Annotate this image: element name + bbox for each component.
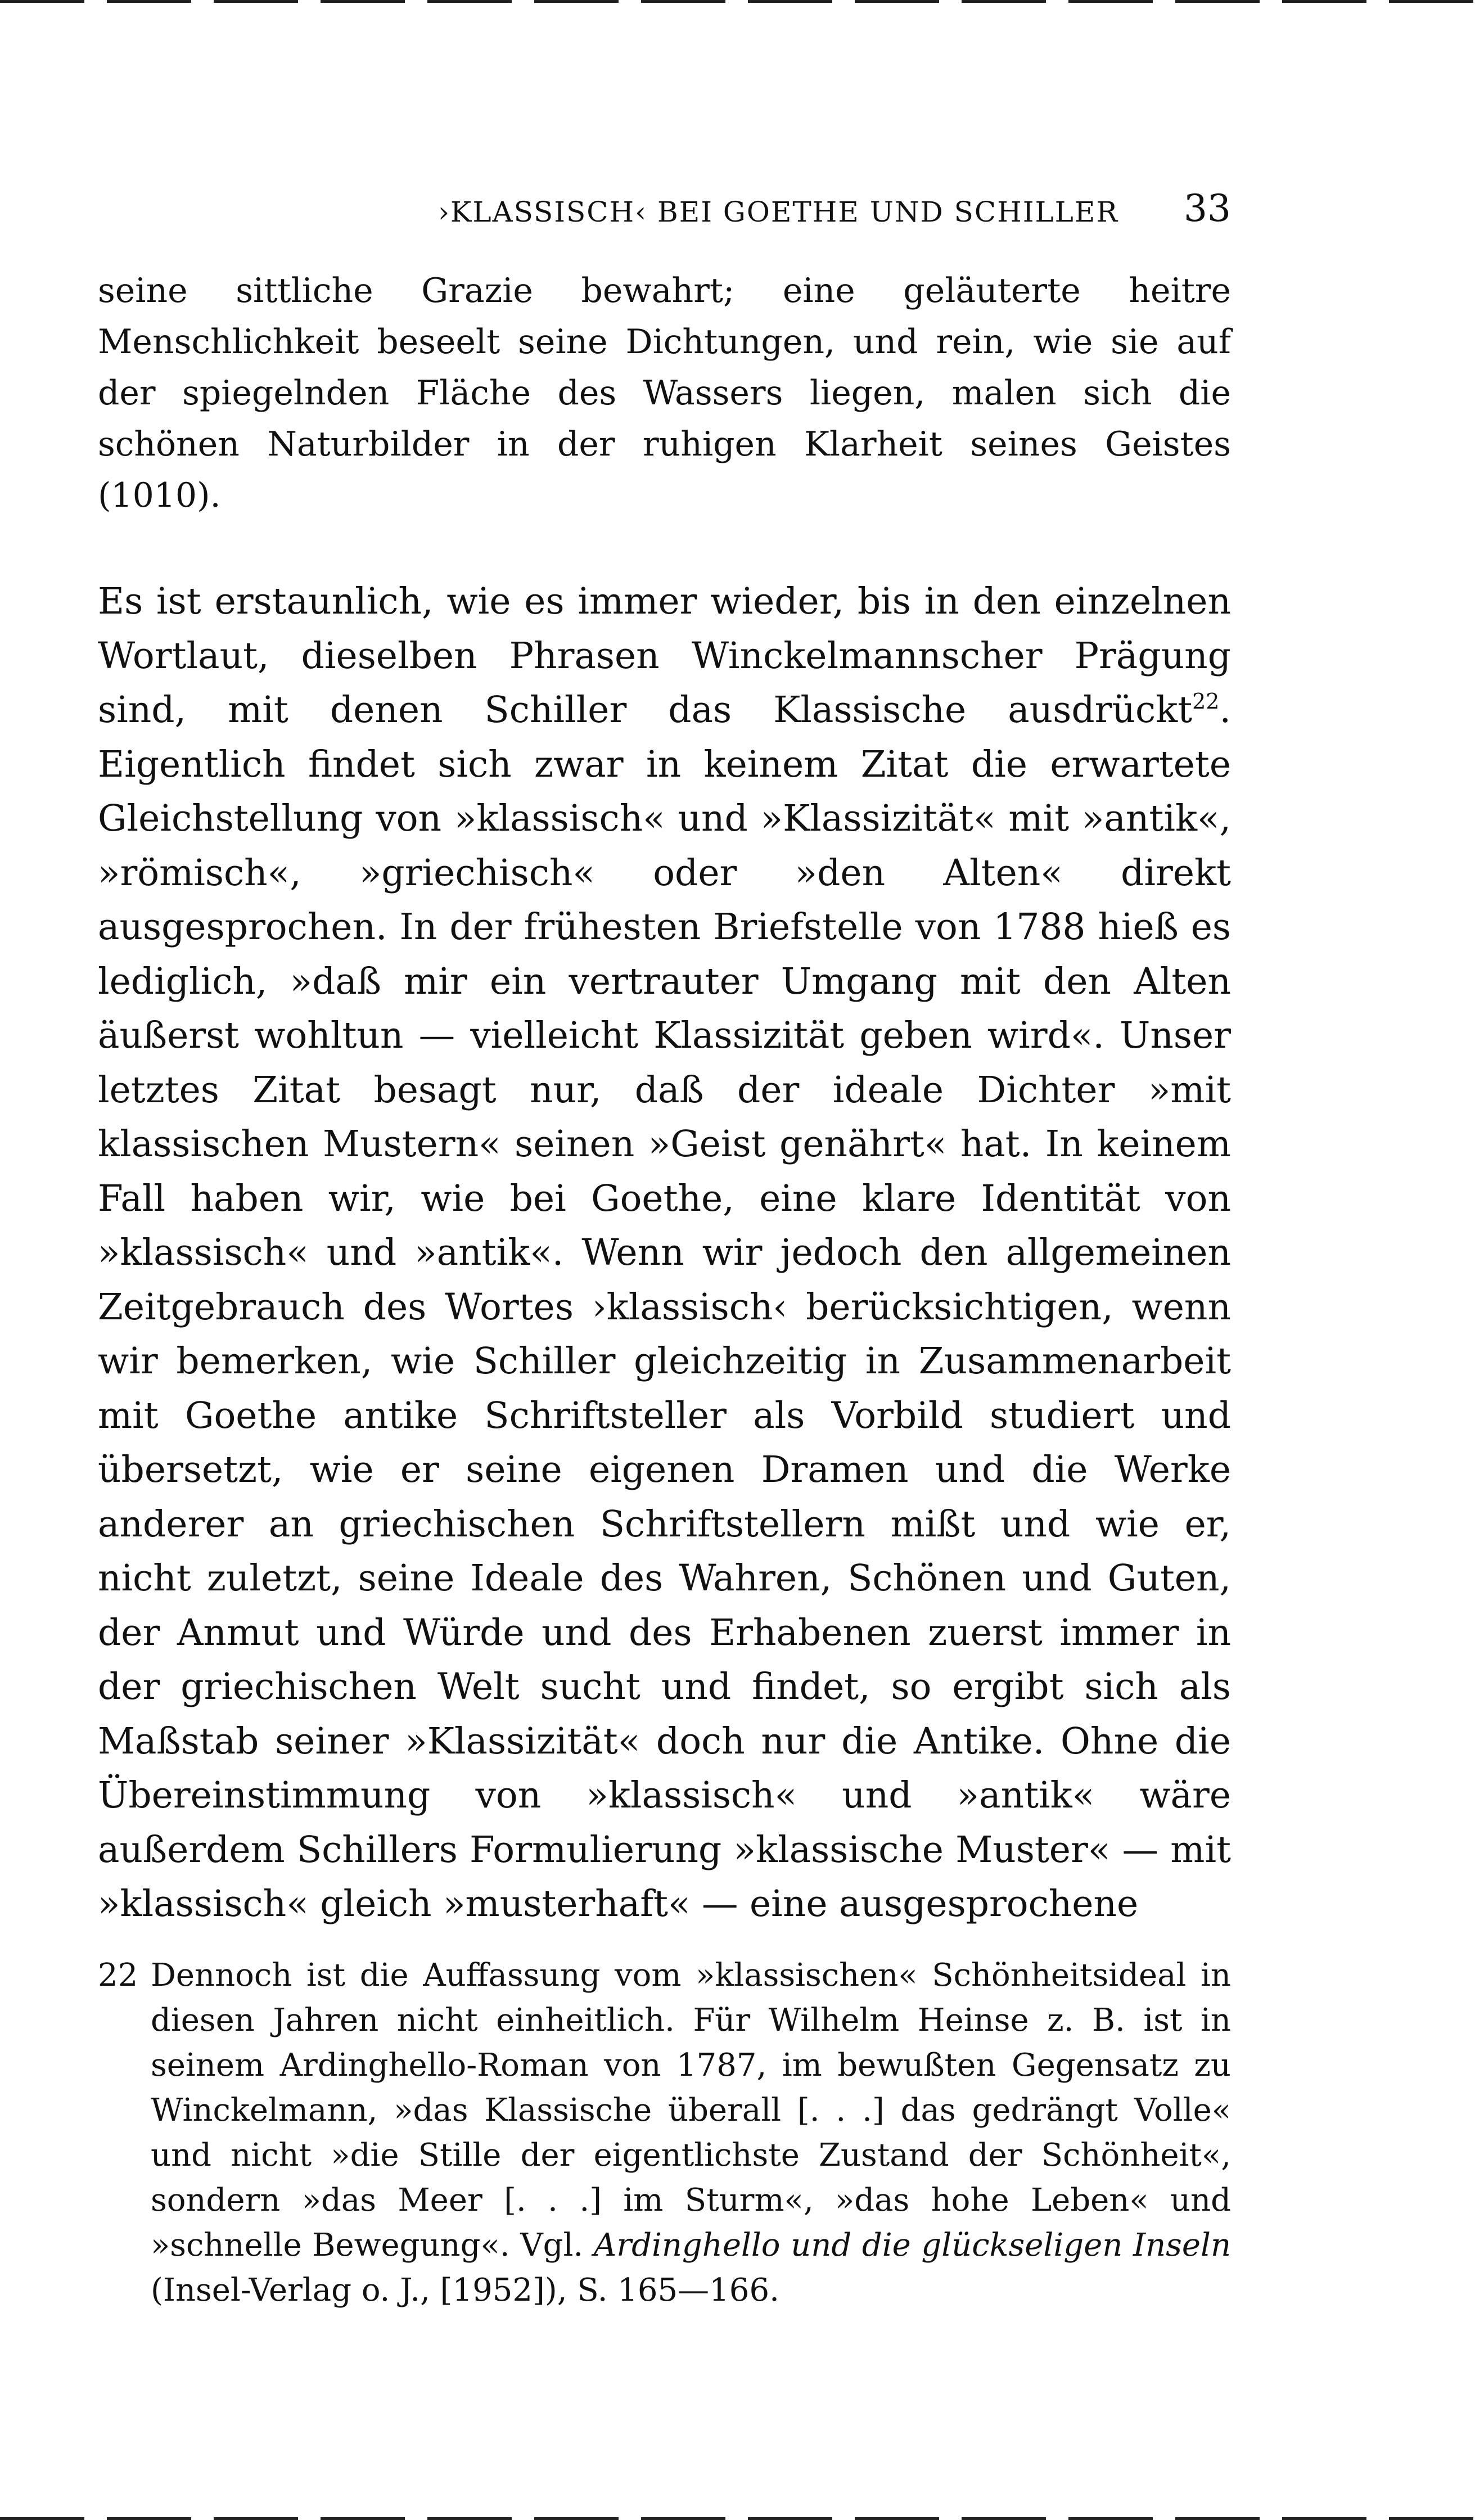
page-number: 33: [1184, 187, 1231, 230]
running-title: ›KLASSISCH‹ BEI GOETHE UND SCHILLER: [438, 196, 1118, 228]
footnote-book-title: Ardinghello und die glückseligen Inseln: [593, 2226, 1232, 2264]
scan-edge-bottom: [0, 2517, 1475, 2520]
paragraph-quote-continuation: seine sittliche Grazie bewahrt; eine geläuterte heitre Menschlichkeit beseelt seine Dichtungen, und rein, wie sie auf der spiegelnden Fläche des Wassers liegen, malen sich die schönen Naturbilder in der ruhigen Klarheit seines Geistes (1010).: [98, 271, 1231, 515]
paragraph-main-text-end: . Eigentlich findet sich zwar in keinem Zitat die erwartete Gleichstellung von »klassisch« und »Klassizität« mit »antik«, »römisch«, »griechisch« oder »den Alten« direkt ausgesprochen. In der frühesten Briefstelle von 1788 hieß es lediglich, »daß mir ein vertrauter Umgang mit den Alten äußerst wohltun — vielleicht Klassizität geben wird«. Unser letztes Zitat besagt nur, daß der ideale Dichter »mit klassischen Mustern« seinen »Geist genährt« hat. In keinem Fall haben wir, wie bei Goethe, eine klare Identität von »klassisch« und »antik«. Wenn wir jedoch den allgemeinen Zeitgebrauch des Wortes ›klassisch‹ berücksichtigen, wenn wir bemerken, wie Schiller gleichzeitig in Zusammenarbeit mit Goethe antike Schriftsteller als Vorbild studiert und übersetzt, wie er seine eigenen Dramen und die Werke anderer an griechischen Schriftstellern mißt und wie er, nicht zuletzt, seine Ideale des Wahren, Schönen und Guten, der Anmut und Würde und des Erhabenen zuerst immer in der griechischen Welt sucht und findet, so ergibt sich als Maßstab seiner »Klassizität« doch nur die Antike. Ohne die Übereinstimmung von »klassisch« und »antik« wäre außerdem Schillers Formulierung »klassische Muster« — mit »klassisch« gleich »musterhaft« — eine ausgesprochene: [98, 689, 1231, 1925]
running-head: [98, 180, 1231, 242]
footnote: [98, 1953, 1231, 2313]
footnote-reference: 22: [1192, 689, 1220, 714]
book-page: [98, 180, 1231, 2313]
footnote-text-end: (Insel-Verlag o. J., [1952]), S. 165—166.: [151, 2271, 779, 2309]
footnote-number: 22: [98, 1957, 138, 1994]
footnote-text-start: Dennoch ist die Auffassung vom »klassischen« Schönheitsideal in diesen Jahren nicht einheitlich. Für Wilhelm Heinse z. B. ist in seinem Ardinghello-Roman von 1787, im bewußten Gegensatz zu Winckelmann, »das Klassische überall [. . .] das gedrängt Volle« und nicht »die Stille der eigentlichste Zustand der Schönheit«, sondern »das Meer [. . .] im Sturm«, »das hohe Leben« und »schnelle Bewegung«. Vgl.: [151, 1957, 1231, 2264]
paragraph-main: [98, 575, 1231, 1932]
scan-edge-top: [0, 0, 1475, 3]
paragraph-main-text-start: Es ist erstaunlich, wie es immer wieder, bis in den einzelnen Wortlaut, dieselben Phrasen Winckelmannscher Prägung sind, mit denen Schiller das Klassische ausdrückt: [98, 580, 1231, 731]
